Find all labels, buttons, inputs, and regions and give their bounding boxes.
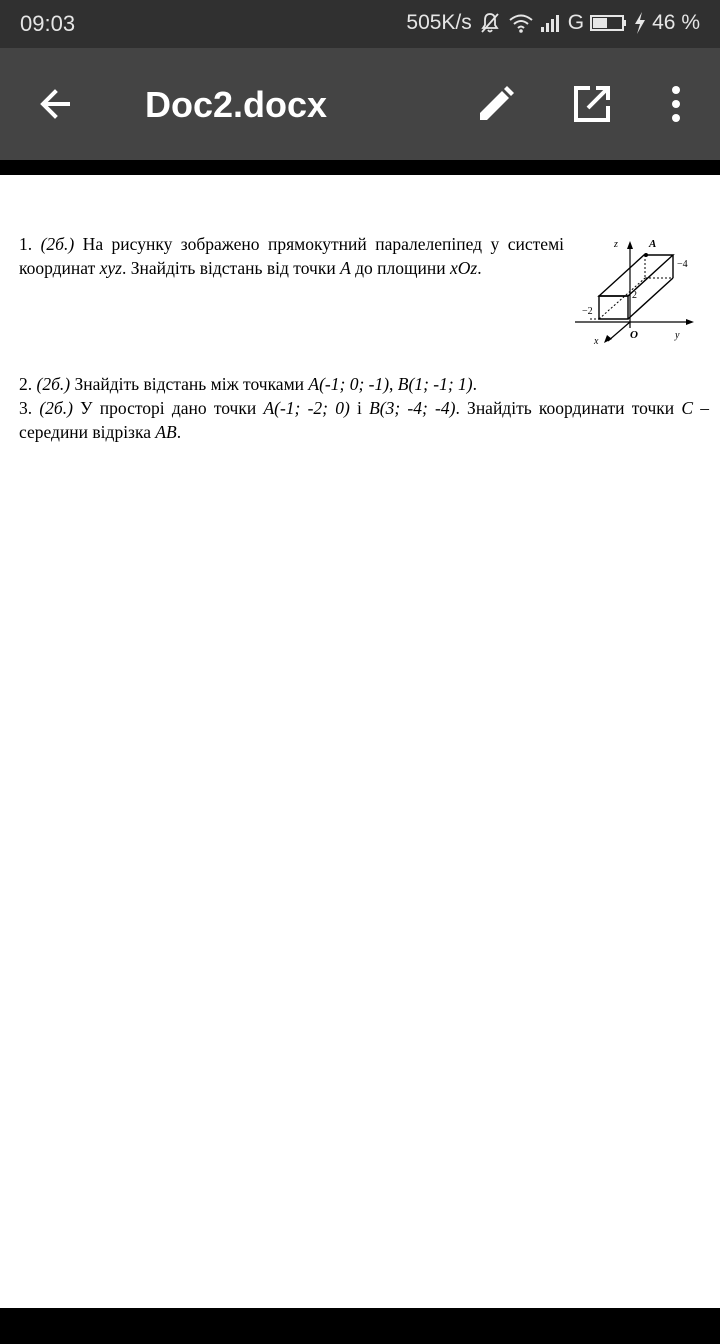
question-3 [19, 396, 709, 444]
status-bar [0, 0, 720, 48]
edit-pencil-icon[interactable] [474, 82, 518, 126]
charging-bolt-icon [634, 12, 646, 34]
status-indicators [406, 11, 700, 35]
q2-text: Знайдіть відстань між точками [70, 374, 309, 394]
figure-label-y: y [675, 330, 680, 341]
figure-label-a: A [649, 238, 657, 250]
open-external-icon[interactable] [570, 82, 614, 126]
q2-end: . [472, 374, 477, 394]
q3-point-a: A(-1; -2; 0) [263, 398, 350, 418]
q1-text: На рисунку зображено прямокутний паралелепіпед у системі координат [19, 234, 565, 278]
q2-number: 2. [19, 374, 37, 394]
document-title: Doc2.docx [145, 84, 328, 125]
muted-bell-icon [478, 11, 502, 35]
battery-percent: 46 % [652, 11, 700, 34]
q3-point-b: B(3; -4; -4) [369, 398, 456, 418]
figure-label-2: 2 [632, 290, 637, 301]
battery-icon [590, 13, 628, 33]
toolbar-shadow [0, 160, 720, 175]
q1-points: (2б.) [40, 234, 75, 254]
q3-and: і [349, 398, 370, 418]
parallelepiped-figure [570, 233, 700, 345]
q1-point-a: A [340, 258, 351, 278]
q3-text: У просторі дано точки [72, 398, 264, 418]
figure-label-minus2: −2 [582, 306, 593, 317]
wifi-icon [508, 12, 534, 34]
more-vert-icon[interactable] [654, 82, 698, 126]
q2-point-a: A(-1; 0; -1) [308, 374, 390, 394]
figure-label-x: x [594, 336, 599, 345]
q2-sep: , [389, 374, 398, 394]
question-1 [19, 232, 564, 280]
q3-end: . [176, 422, 182, 442]
q1-text-2: . Знайдіть відстань від точки [121, 258, 341, 278]
question-2 [19, 372, 709, 396]
network-type: G [567, 11, 585, 34]
q3-points: (2б.) [39, 398, 73, 418]
navigation-bar [0, 1308, 720, 1344]
q1-number: 1. [19, 234, 41, 254]
back-arrow-icon[interactable] [34, 82, 78, 126]
q3-number: 3. [19, 398, 40, 418]
document-page[interactable] [0, 175, 720, 1308]
q2-point-b: B(1; -1; 1) [397, 374, 473, 394]
q3-segment-ab: AB [155, 422, 177, 442]
status-time: 09:03 [20, 11, 76, 36]
signal-icon [540, 13, 562, 33]
q1-xyz: xyz [99, 258, 122, 278]
q2-points: (2б.) [36, 374, 71, 394]
q1-plane: xOz [449, 258, 478, 278]
app-bar [0, 48, 720, 160]
q3-text-3: – середини відрізка [19, 398, 709, 442]
q3-text-2: . Знайдіть координати точки [455, 398, 682, 418]
q1-end: . [477, 258, 482, 278]
figure-label-o: O [630, 329, 638, 341]
figure-label-minus4: −4 [677, 259, 688, 270]
figure-label-z: z [614, 239, 618, 250]
q1-text-3: до площини [350, 258, 450, 278]
q3-point-c: C [681, 398, 694, 418]
network-speed: 505K/s [406, 11, 472, 34]
